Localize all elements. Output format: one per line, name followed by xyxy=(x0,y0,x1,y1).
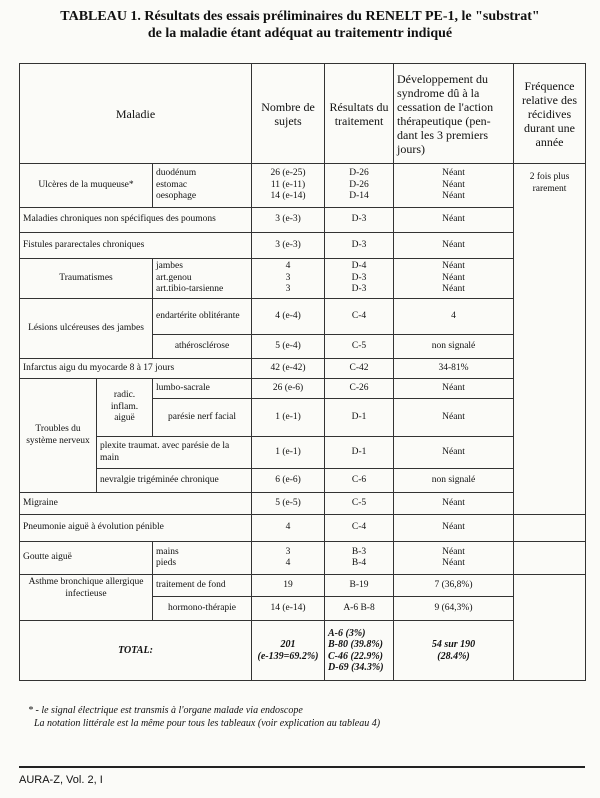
table-row xyxy=(20,437,586,469)
total-row xyxy=(20,621,586,681)
total-resultats: A-6 (3%) B-80 (39.8%) C-46 (22.9%) D-69 (34.3%) xyxy=(325,621,394,681)
table-row xyxy=(20,259,586,299)
row-label: Pneumonie aiguë à évolution pénible xyxy=(20,515,252,542)
table-row xyxy=(20,208,586,233)
dev-cell: Néant Néant Néant xyxy=(394,164,514,208)
header-nombre: Nombre de sujets xyxy=(252,64,325,164)
table-row xyxy=(20,359,586,379)
footer-divider xyxy=(19,766,585,768)
footnote-2: La notation littérale est la même pour tous les tableaux (voir explication au tableau 4) xyxy=(34,718,381,729)
row-label: Maladies chroniques non spécifiques des poumons xyxy=(20,208,252,233)
dev-cell: Néant xyxy=(394,399,514,437)
nombre-cell: 1 (e-1) xyxy=(252,399,325,437)
nombre-cell: 4 3 3 xyxy=(252,259,325,299)
nombre-cell: 4 (e-4) xyxy=(252,299,325,335)
nombre-cell: 42 (e-42) xyxy=(252,359,325,379)
dev-cell: Néant xyxy=(394,379,514,399)
table-row xyxy=(20,515,586,542)
resultats-cell: D-1 xyxy=(325,437,394,469)
sub-label: endartérite oblitérante xyxy=(153,299,252,335)
table-row xyxy=(20,575,586,597)
dev-cell: Néant xyxy=(394,233,514,259)
resultats-cell: B-19 xyxy=(325,575,394,597)
dev-cell: Néant Néant Néant xyxy=(394,259,514,299)
sub-label: hormono-thérapie xyxy=(153,597,252,621)
sub-label: nevralgie trigéminée chronique xyxy=(97,469,252,493)
dev-cell: Néant xyxy=(394,208,514,233)
nombre-cell: 19 xyxy=(252,575,325,597)
row-label: Ulcères de la muqueuse* xyxy=(20,164,153,208)
sub-label: lumbo-sacrale xyxy=(153,379,252,399)
results-table xyxy=(19,63,586,681)
resultats-cell: C-6 xyxy=(325,469,394,493)
resultats-cell: A-6 B-8 xyxy=(325,597,394,621)
resultats-cell: C-42 xyxy=(325,359,394,379)
table-row xyxy=(20,233,586,259)
resultats-cell: D-3 xyxy=(325,208,394,233)
dev-cell: Néant xyxy=(394,515,514,542)
nombre-cell: 6 (e-6) xyxy=(252,469,325,493)
header-developpement: Développement du syndrome dû à la cessation de l'action thérapeutique (pen-dant les 3 premiers jours) xyxy=(394,64,514,164)
group-label: radic. inflam. aiguë xyxy=(97,379,153,437)
resultats-cell: C-26 xyxy=(325,379,394,399)
sub-label: duodénum estomac oesophage xyxy=(153,164,252,208)
title-line-2: de la maladie étant adéquat au traitementr indiqué xyxy=(147,26,453,41)
dev-cell: Néant Néant xyxy=(394,542,514,575)
journal-footer: AURA-Z, Vol. 2, I xyxy=(19,774,103,786)
sub-label: athérosclérose xyxy=(153,335,252,359)
freq-cell-empty xyxy=(514,575,586,681)
resultats-cell: C-4 xyxy=(325,515,394,542)
title-line-1: TABLEAU 1. Résultats des essais préliminaires du RENELT PE-1, le "substrat" xyxy=(60,9,540,24)
table-row xyxy=(20,542,586,575)
dev-cell: 34-81% xyxy=(394,359,514,379)
sub-label: mains pieds xyxy=(153,542,252,575)
sub-label: traitement de fond xyxy=(153,575,252,597)
table-row xyxy=(20,299,586,335)
table-title xyxy=(0,8,600,42)
footnotes xyxy=(28,704,380,730)
nombre-cell: 14 (e-14) xyxy=(252,597,325,621)
dev-cell: 4 xyxy=(394,299,514,335)
row-label: Migraine xyxy=(20,493,252,515)
header-frequence: Fréquence relative des récidives durant une année xyxy=(514,64,586,164)
dev-cell: 9 (64,3%) xyxy=(394,597,514,621)
dev-cell: Néant xyxy=(394,493,514,515)
row-label: Asthme bronchique allergique infectieuse xyxy=(20,575,153,621)
resultats-cell: D-4 D-3 D-3 xyxy=(325,259,394,299)
header-row xyxy=(20,64,586,164)
resultats-cell: D-1 xyxy=(325,399,394,437)
freq-cell-empty xyxy=(514,542,586,575)
freq-cell: 2 fois plus rarement xyxy=(514,164,586,515)
freq-cell-empty xyxy=(514,515,586,542)
dev-cell: non signalé xyxy=(394,469,514,493)
header-resultats: Résultats du traitement xyxy=(325,64,394,164)
resultats-cell: C-5 xyxy=(325,493,394,515)
nombre-cell: 3 4 xyxy=(252,542,325,575)
nombre-cell: 3 (e-3) xyxy=(252,233,325,259)
resultats-cell: D-26 D-26 D-14 xyxy=(325,164,394,208)
total-label: TOTAL: xyxy=(20,621,252,681)
sub-label: jambes art.genou art.tibio-tarsienne xyxy=(153,259,252,299)
nombre-cell: 4 xyxy=(252,515,325,542)
total-nombre: 201 (e-139=69.2%) xyxy=(252,621,325,681)
row-label: Troubles du système nerveux xyxy=(20,379,97,493)
footnote-1: * - le signal électrique est transmis à l'organe malade via endoscope xyxy=(28,705,303,716)
resultats-cell: D-3 xyxy=(325,233,394,259)
table-row xyxy=(20,469,586,493)
resultats-cell: C-5 xyxy=(325,335,394,359)
dev-cell: non signalé xyxy=(394,335,514,359)
dev-cell: Néant xyxy=(394,437,514,469)
table-row xyxy=(20,164,586,208)
table-row xyxy=(20,493,586,515)
sub-label: parésie nerf facial xyxy=(153,399,252,437)
sub-label: plexite traumat. avec parésie de la main xyxy=(97,437,252,469)
nombre-cell: 1 (e-1) xyxy=(252,437,325,469)
nombre-cell: 5 (e-4) xyxy=(252,335,325,359)
header-maladie: Maladie xyxy=(20,64,252,164)
nombre-cell: 26 (e-25) 11 (e-11) 14 (e-14) xyxy=(252,164,325,208)
nombre-cell: 26 (e-6) xyxy=(252,379,325,399)
row-label: Fistules pararectales chroniques xyxy=(20,233,252,259)
row-label: Goutte aiguë xyxy=(20,542,153,575)
resultats-cell: C-4 xyxy=(325,299,394,335)
row-label: Lésions ulcéreuses des jambes xyxy=(20,299,153,359)
row-label: Infarctus aigu du myocarde 8 à 17 jours xyxy=(20,359,252,379)
total-dev: 54 sur 190 (28.4%) xyxy=(394,621,514,681)
table-row xyxy=(20,379,586,399)
dev-cell: 7 (36,8%) xyxy=(394,575,514,597)
nombre-cell: 5 (e-5) xyxy=(252,493,325,515)
row-label: Traumatismes xyxy=(20,259,153,299)
nombre-cell: 3 (e-3) xyxy=(252,208,325,233)
resultats-cell: B-3 B-4 xyxy=(325,542,394,575)
